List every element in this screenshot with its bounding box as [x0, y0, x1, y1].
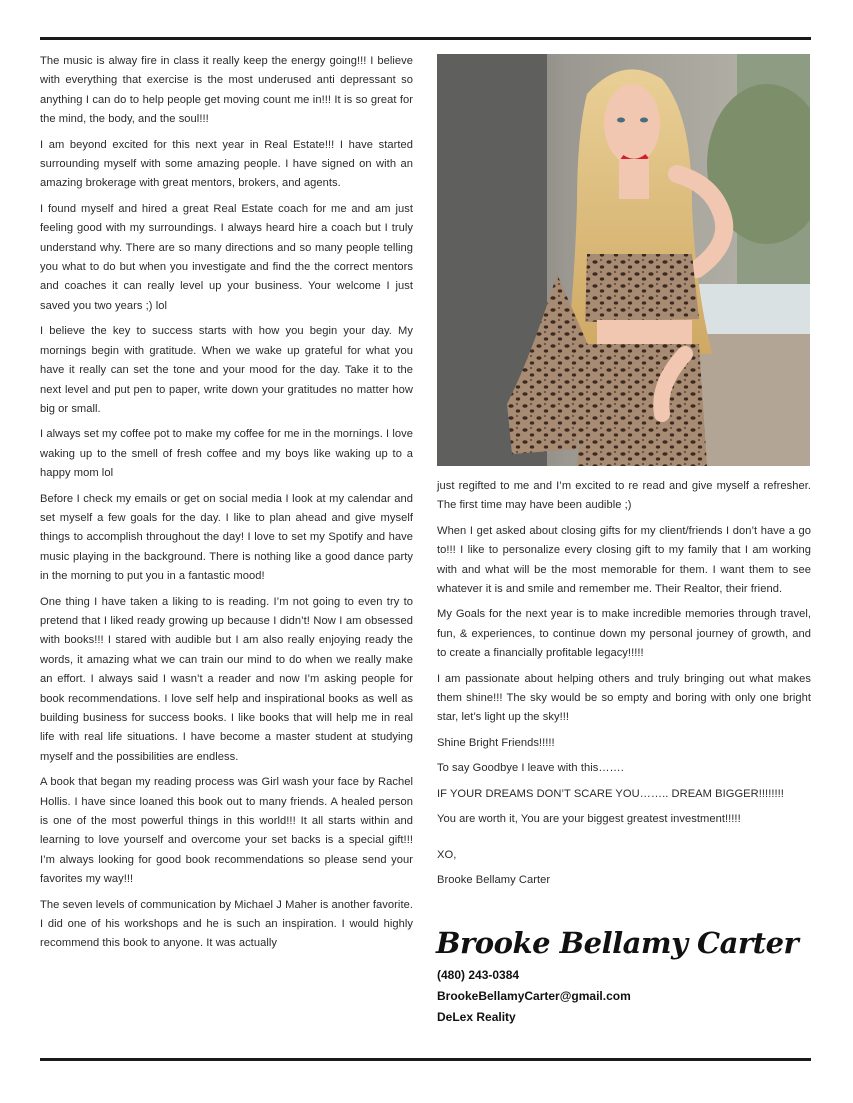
paragraph-regifted: just regifted to me and I’m excited to re read and give myself a refresher. The first time may have been audible ;): [437, 480, 811, 512]
line-worth-it: You are worth it, You are your biggest greatest investment!!!!!: [437, 813, 741, 826]
paragraph-calendar: Before I check my emails or get on social media I look at my calendar and set myself a few goals for the day. I like to plan ahead and give myself things to accomplish throughout the day! I love to set my Spotify and have music playing in the background. There is nothing like a good dance party in the morning to put you in a fantastic mood!: [40, 492, 413, 583]
paragraph-gratitude: I believe the key to success starts with how you begin your day. My mornings begin with gratitude. When we wake up grateful for what you have it really can set the tone and your mood for the day. Take it to the next level and put pen to paper, write down your gratitudes no matter how big or small.: [40, 325, 413, 415]
paragraph-music: The music is alway fire in class it really keep the energy going!!! I believe with everything that exercise is the most underused anti depressant so anything I can do to help people get moving count me in!!! It is so great for the mind, the body, and the soul!!!: [40, 55, 413, 126]
signature-name: Brooke Bellamy Carter: [436, 926, 799, 960]
top-rule: [40, 37, 811, 40]
left-column: [40, 52, 413, 960]
paragraph-goals: My Goals for the next year is to make incredible memories through travel, fun, & experiences, to continue down my personal journey of growth, and to create a financially profitable legacy!!!!!: [437, 608, 811, 660]
paragraph-book-girl-wash-your-face: A book that began my reading process was Girl wash your face by Rachel Hollis. I have since loaned this book out to many friends. A healed person is one of the most powerful things in this world!!! It all starts within and learning to love yourself and overcome your set backs is a special gift!!! I’m always looking for good book recommendations so please send your favorites my way!!!: [40, 776, 413, 886]
face: [604, 84, 660, 164]
paragraph-real-estate: I am beyond excited for this next year in Real Estate!!! I have started surrounding myself with some amazing people. I have signed on with an amazing brokerage with great mentors, brokers, and agents.: [40, 138, 413, 190]
line-xo: XO,: [437, 848, 457, 861]
paragraph-passionate: I am passionate about helping others and truly bringing out what makes them shine!!! The sky would be so empty and boring with only one bright star, let’s light up the sky!!!: [437, 672, 811, 724]
right-column: [437, 477, 811, 896]
contact-phone[interactable]: (480) 243-0384: [437, 968, 520, 982]
portrait-illustration: [437, 54, 810, 466]
portrait-photo: [437, 54, 810, 466]
bottom-rule: [40, 1058, 811, 1061]
line-dream-bigger: IF YOUR DREAMS DON’T SCARE YOU…….. DREAM BIGGER!!!!!!!!: [437, 787, 784, 800]
paragraph-closing-gifts: When I get asked about closing gifts for my client/friends I don’t have a go to!!! I like to personalize every closing gift to my family that I am working with and what will be the most memorable for them. I want them to see whatever it is and smile and remember me. Their Realtor, their friend.: [437, 524, 811, 596]
contact-block: [437, 965, 631, 1028]
line-goodbye: To say Goodbye I leave with this…….: [437, 762, 624, 775]
paragraph-coffee: I always set my coffee pot to make my coffee for me in the mornings. I love waking up to the smell of fresh coffee and my boys like waking up to a happy mom lol: [40, 428, 413, 480]
leopard-top: [585, 254, 699, 322]
line-author-name: Brooke Bellamy Carter: [437, 873, 551, 886]
contact-company: DeLex Reality: [437, 1010, 516, 1024]
midriff: [597, 320, 692, 346]
paragraph-seven-levels: The seven levels of communication by Michael J Maher is another favorite. I did one of his workshops and he is such an inspiration. I would highly recommend this book to anyone. It was actually: [40, 898, 413, 950]
line-shine-bright: Shine Bright Friends!!!!!: [437, 736, 555, 749]
paragraph-reading: One thing I have taken a liking to is reading. I’m not going to even try to pretend that I liked ready growing up because I didn’t! Now I am obsessed with books!!! I stared with audible but I am also really enjoying ready the words, it amazing what we can train our mind to do when we really make an effort. I always said I wasn’t a reader and now I’m asking people for book recommendations. I love self help and inspirational books as well as building business for success books. I like books that will help me in real life with real life situations. I have become a master student at studying myself and the possibilities are endless.: [40, 595, 413, 763]
paragraph-coach: I found myself and hired a great Real Estate coach for me and am just feeling good with my surroundings. I always heard hire a coach but I truly understand why. There are so many directions and so many people telling you what to do but when you investigate and find the the correct mentors and coaches it can really level up your business. Your welcome I just saved you two years ;) lol: [40, 202, 413, 312]
contact-email[interactable]: BrookeBellamyCarter@gmail.com: [437, 989, 631, 1003]
